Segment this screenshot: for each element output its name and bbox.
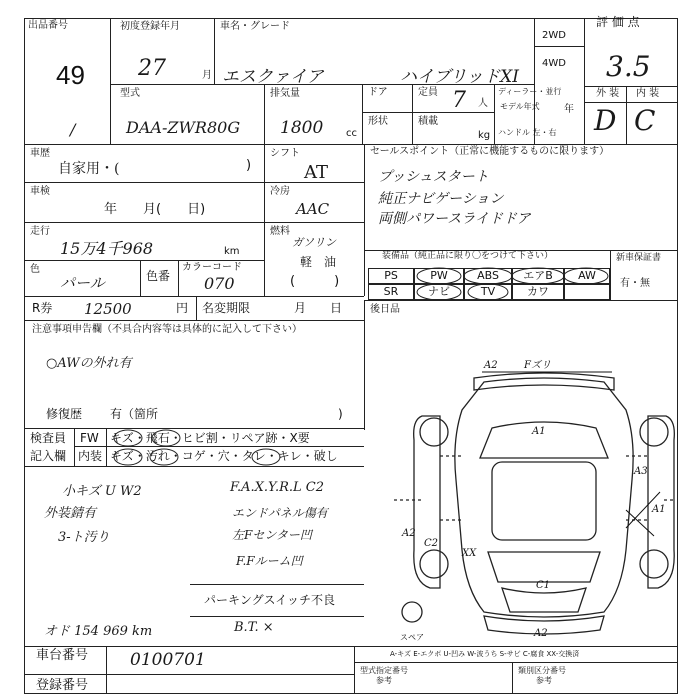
overall-score: 3.5 <box>606 50 651 83</box>
mileage-value: 15万4千968 <box>60 239 154 258</box>
equipment-label: 装備品（純正品に限り〇をつけて下さい） <box>382 251 554 261</box>
usage-label: 車歴 <box>30 148 50 159</box>
car-name: エスクァイア <box>222 67 324 87</box>
rear-items-label: 後日品 <box>370 304 400 315</box>
belt-note: B.T. × <box>234 620 274 635</box>
equip-sr: SR <box>368 284 414 300</box>
repair-label: 修復歴 <box>46 407 83 421</box>
fuel-value: ガソリン <box>292 236 336 249</box>
equip-navi: ナビ <box>414 284 464 300</box>
equip-aw: AW <box>564 268 610 284</box>
transfer-date: 月 日 <box>294 301 343 315</box>
first-reg-label: 初度登録年月 <box>120 21 180 32</box>
load-label: 積載 <box>418 116 438 127</box>
cc-unit: cc <box>346 128 357 139</box>
displacement: 1800 <box>280 118 324 138</box>
person-unit: 人 <box>478 98 488 109</box>
inspector-circles <box>106 426 306 468</box>
grade: ハイブリッドXI <box>400 67 519 87</box>
equip-pw: PW <box>414 268 464 284</box>
svg-text:Fズリ: Fズリ <box>524 360 551 371</box>
legend-model-spec: 型式指定番号 <box>360 666 408 675</box>
remark-right-1: F.A.X.Y.R.L C2 <box>230 480 324 495</box>
remark-right-4: F.Fルーム凹 <box>236 554 303 568</box>
yen-unit: 円 <box>176 301 189 315</box>
fuel-label: 燃料 <box>270 226 290 237</box>
inspector-label-1: 検査員 <box>30 431 67 445</box>
color-no-label: 色番 <box>146 269 171 283</box>
km-unit: km <box>224 246 240 257</box>
svg-text:A3: A3 <box>634 466 648 477</box>
remark-left-2: 外装錆有 <box>44 506 97 521</box>
equip-airbag: エアB <box>512 268 564 284</box>
repair-close: ) <box>338 407 343 421</box>
model-label: 型式 <box>120 88 140 99</box>
notes-label: 注意事項申告欄（不具合内容等は具体的に記入して下さい） <box>32 324 302 335</box>
dealer-label: ディーラー・並行 <box>498 87 562 96</box>
month-unit: 月 <box>202 70 212 81</box>
interior-grade: C <box>634 104 656 137</box>
displacement-label: 排気量 <box>270 88 300 99</box>
remark-left-3: 3-ト汚り <box>58 530 110 545</box>
svg-text:A2: A2 <box>402 528 416 539</box>
svg-text:XX: XX <box>462 548 477 559</box>
lot-number: 49 <box>56 60 85 90</box>
svg-text:A1: A1 <box>652 504 666 515</box>
chassis-value: 0100701 <box>130 650 206 670</box>
interior-label: 内 装 <box>636 88 660 99</box>
color-value: パール <box>60 274 105 292</box>
slash-mark: / <box>70 120 76 139</box>
int-label: 内装 <box>78 449 103 463</box>
repair-value: 有（箇所 <box>110 407 159 421</box>
svg-text:C2: C2 <box>424 538 439 549</box>
chassis-label: 車台番号 <box>36 648 89 663</box>
shift-label: シフト <box>270 148 300 159</box>
first-reg-year: 27 <box>138 56 166 81</box>
inspection-value: 年 月( 日) <box>104 202 206 217</box>
model-code: DAA-ZWR80G <box>126 118 241 137</box>
recycle-label: R券 <box>32 301 53 315</box>
kg-unit: kg <box>478 130 491 141</box>
fuel-paren: ( ) <box>290 274 340 289</box>
color-label: 色 <box>30 264 40 275</box>
fw-label: FW <box>80 431 99 445</box>
drive-4wd: 4WD <box>542 58 566 69</box>
fw-text: キズ・飛石・ヒビ割・リペア跡・X要 <box>110 431 310 445</box>
shift-value: AT <box>304 162 329 183</box>
registration-label: 登録番号 <box>36 678 89 693</box>
color-code-label: カラーコード <box>182 262 242 273</box>
exterior-label: 外 装 <box>596 88 620 99</box>
svg-text:C1: C1 <box>536 580 551 591</box>
sales-point-3: 両側パワースライドドア <box>378 211 531 227</box>
svg-text:A1: A1 <box>532 426 546 437</box>
equip-leather: カワ <box>512 284 564 300</box>
svg-text:スペア: スペア <box>400 633 424 642</box>
legend-ref-2: 参考 <box>536 676 552 685</box>
odometer-note: オド 154 969 km <box>44 624 153 639</box>
warranty-label: 新車保証書 <box>616 253 662 263</box>
sales-point-2: 純正ナビゲーション <box>378 191 504 207</box>
mileage-label: 走行 <box>30 226 50 237</box>
sales-points-label: セールスポイント（正常に機能するものに限ります） <box>370 146 610 157</box>
sales-point-1: プッシュスタート <box>378 169 489 185</box>
legend-text: A-キズ E-エクボ U-凹み W-波うち S-サビ C-腐食 XX-交換済 <box>390 650 580 658</box>
carname-label: 車名・グレード <box>220 21 290 32</box>
usage-paren-close: ) <box>246 158 252 173</box>
equip-abs: ABS <box>464 268 512 284</box>
svg-text:A2: A2 <box>534 628 548 639</box>
svg-text:A2: A2 <box>484 360 498 371</box>
handle-label: ハンドル 左・右 <box>498 128 557 137</box>
usage-value: 自家用・( <box>58 161 120 177</box>
int-text: キズ・汚れ・コゲ・穴・タレ・キレ・破し <box>110 449 338 463</box>
ac-label: 冷房 <box>270 186 290 197</box>
score-label: 評 価 点 <box>596 15 640 29</box>
fuel-other: 軽 油 <box>300 255 337 269</box>
color-code: 070 <box>204 274 235 293</box>
drive-2wd: 2WD <box>542 30 566 41</box>
notes-text: ○AWの外れ有 <box>46 356 132 371</box>
year-unit: 年 <box>564 104 574 115</box>
lot-label: 出品番号 <box>28 20 68 31</box>
exterior-grade: D <box>594 104 617 137</box>
legend-class: 類別区分番号 <box>518 666 566 675</box>
remark-left-1: 小キズ U W2 <box>62 484 142 499</box>
warranty-value: 有・無 <box>620 278 650 289</box>
capacity-label: 定員 <box>418 87 438 98</box>
inspection-label: 車検 <box>30 186 50 197</box>
remark-right-3: 左Fセンター凹 <box>232 528 312 542</box>
equip-ps: PS <box>368 268 414 284</box>
ac-value: AAC <box>296 200 330 218</box>
shape-label: 形状 <box>368 116 388 127</box>
legend-ref-1: 参考 <box>376 676 392 685</box>
remark-right-2: エンドパネル傷有 <box>232 506 328 520</box>
capacity: 7 <box>452 88 466 113</box>
model-year-label: モデル年式 <box>500 102 540 111</box>
door-label: ドア <box>368 87 388 98</box>
recycle-value: 12500 <box>84 300 132 318</box>
equip-tv: TV <box>464 284 512 300</box>
inspector-label-2: 記入欄 <box>30 449 67 463</box>
remark-right-5: パーキングスイッチ不良 <box>204 593 336 607</box>
car-damage-diagram <box>364 320 678 650</box>
transfer-label: 名変期限 <box>202 301 251 315</box>
